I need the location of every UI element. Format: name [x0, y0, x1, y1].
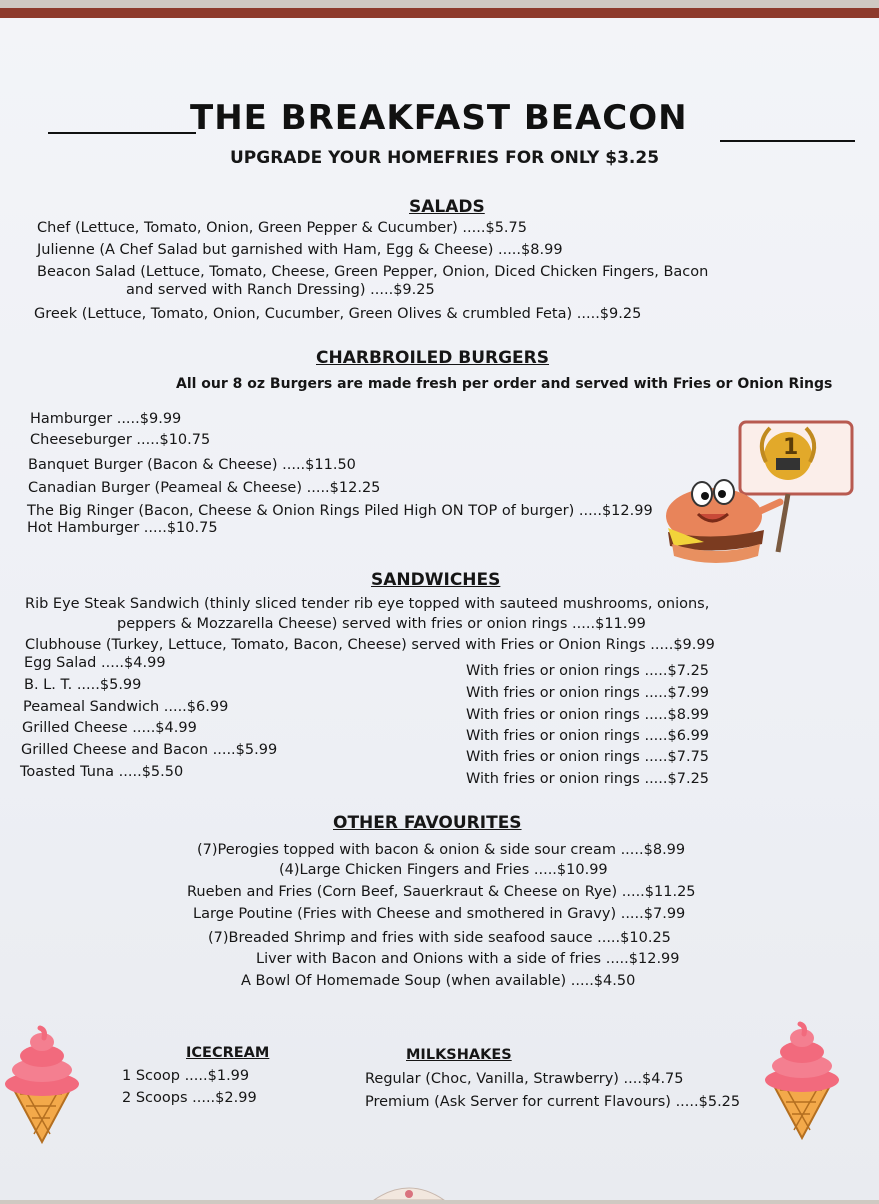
- title-rule-left: [48, 132, 196, 134]
- sandwiches-heading: SANDWICHES: [371, 570, 501, 590]
- salad-item: Beacon Salad (Lettuce, Tomato, Cheese, Green Pepper, Onion, Diced Chicken Fingers, Bacon: [37, 264, 709, 280]
- sandwich-item-continued: peppers & Mozzarella Cheese) served with fries or onion rings .....$11.99: [117, 616, 646, 632]
- sandwich-row-name: Grilled Cheese .....$4.99: [22, 720, 197, 736]
- table-edge: [0, 8, 879, 18]
- sandwich-row-with-fries: With fries or onion rings .....$7.25: [466, 663, 710, 679]
- homefries-upgrade-note: UPGRADE YOUR HOMEFRIES FOR ONLY $3.25: [230, 148, 660, 168]
- milkshake-item: Regular (Choc, Vanilla, Strawberry) ....$4.75: [365, 1071, 684, 1087]
- sandwich-item: Rib Eye Steak Sandwich (thinly sliced tender rib eye topped with sauteed mushrooms, onions,: [25, 596, 710, 612]
- favourite-item: (4)Large Chicken Fingers and Fries .....$10.99: [279, 862, 608, 878]
- menu-title: THE BREAKFAST BEACON: [190, 98, 688, 138]
- milkshake-item: Premium (Ask Server for current Flavours) .....$5.25: [365, 1094, 741, 1110]
- sandwich-row-name: Grilled Cheese and Bacon .....$5.99: [21, 742, 278, 758]
- icecream-item: 1 Scoop .....$1.99: [122, 1068, 250, 1084]
- salads-heading: SALADS: [409, 197, 485, 217]
- sandwich-row-with-fries: With fries or onion rings .....$7.75: [466, 749, 710, 765]
- salad-item: Julienne (A Chef Salad but garnished with Ham, Egg & Cheese) .....$8.99: [37, 242, 563, 258]
- sandwich-row-name: Toasted Tuna .....$5.50: [20, 764, 184, 780]
- favourite-item: Liver with Bacon and Onions with a side of fries .....$12.99: [256, 951, 680, 967]
- sandwich-row-with-fries: With fries or onion rings .....$6.99: [466, 728, 710, 744]
- burgers-note: All our 8 oz Burgers are made fresh per order and served with Fries or Onion Rings: [176, 376, 833, 392]
- bottom-emblem-icon: [372, 1184, 446, 1200]
- sandwich-row-with-fries: With fries or onion rings .....$7.99: [466, 685, 710, 701]
- burger-mascot-icon: [662, 412, 860, 570]
- favourite-item: (7)Perogies topped with bacon & onion & side sour cream .....$8.99: [197, 842, 686, 858]
- ice-cream-cone-icon: [2, 1022, 82, 1146]
- ice-cream-cone-icon: [762, 1018, 842, 1142]
- burger-item: Hot Hamburger .....$10.75: [27, 520, 218, 536]
- favourite-item: (7)Breaded Shrimp and fries with side seafood sauce .....$10.25: [208, 930, 671, 946]
- sandwich-item: Clubhouse (Turkey, Lettuce, Tomato, Bacon, Cheese) served with Fries or Onion Rings .....$9.99: [25, 637, 715, 653]
- salad-item: Greek (Lettuce, Tomato, Onion, Cucumber, Green Olives & crumbled Feta) .....$9.25: [34, 306, 642, 322]
- burgers-heading: CHARBROILED BURGERS: [316, 348, 550, 368]
- salad-item: Chef (Lettuce, Tomato, Onion, Green Pepper & Cucumber) .....$5.75: [37, 220, 527, 236]
- favourites-heading: OTHER FAVOURITES: [333, 813, 522, 833]
- sandwich-row-name: Egg Salad .....$4.99: [24, 655, 166, 671]
- burger-item: The Big Ringer (Bacon, Cheese & Onion Rings Piled High ON TOP of burger) .....$12.99: [27, 503, 653, 519]
- burger-item: Banquet Burger (Bacon & Cheese) .....$11.50: [28, 457, 356, 473]
- sandwich-row-name: Peameal Sandwich .....$6.99: [23, 699, 229, 715]
- sign-number: 1: [783, 435, 799, 460]
- sandwich-row-name: B. L. T. .....$5.99: [24, 677, 142, 693]
- favourite-item: Large Poutine (Fries with Cheese and smothered in Gravy) .....$7.99: [193, 906, 686, 922]
- burger-item: Canadian Burger (Peameal & Cheese) .....$12.25: [28, 480, 381, 496]
- favourite-item: Rueben and Fries (Corn Beef, Sauerkraut & Cheese on Rye) .....$11.25: [187, 884, 696, 900]
- favourite-item: A Bowl Of Homemade Soup (when available) .....$4.50: [241, 973, 636, 989]
- icecream-heading: ICECREAM: [186, 1045, 270, 1061]
- milkshakes-heading: MILKSHAKES: [406, 1047, 512, 1063]
- sandwich-row-with-fries: With fries or onion rings .....$8.99: [466, 707, 710, 723]
- title-rule-right: [720, 140, 855, 142]
- burger-item: Cheeseburger .....$10.75: [30, 432, 211, 448]
- icecream-item: 2 Scoops .....$2.99: [122, 1090, 257, 1106]
- salad-item-continued: and served with Ranch Dressing) .....$9.25: [126, 282, 435, 298]
- sandwich-row-with-fries: With fries or onion rings .....$7.25: [466, 771, 710, 787]
- burger-item: Hamburger .....$9.99: [30, 411, 182, 427]
